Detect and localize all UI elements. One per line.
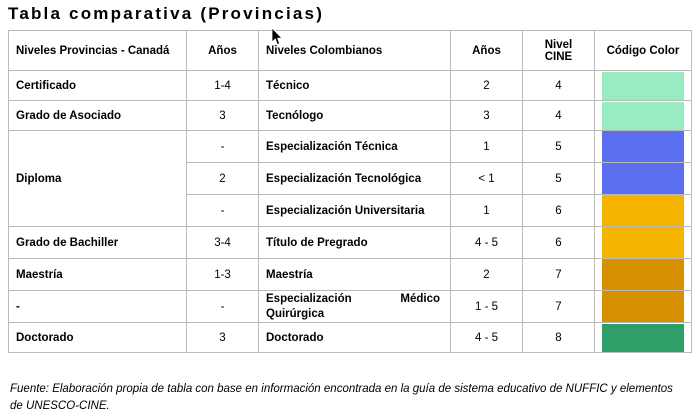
comparison-table [8, 30, 692, 353]
cell-nivel-colombiano: Maestría [259, 259, 451, 291]
cell-anios-colombiano: 2 [451, 71, 523, 101]
cell-nivel-provincia: - [9, 291, 187, 323]
cell-nivel-provincia: Maestría [9, 259, 187, 291]
cell-anios-colombiano: 1 [451, 131, 523, 163]
cell-nivel-provincia: Certificado [9, 71, 187, 101]
column-header-niveles-colombianos: Niveles Colombianos [259, 31, 451, 71]
cell-codigo-color [595, 227, 692, 259]
column-header-anios-provincias: Años [187, 31, 259, 71]
cell-anios-colombiano: 1 [451, 195, 523, 227]
cell-anios-provincia: 2 [187, 163, 259, 195]
cell-anios-provincia: - [187, 131, 259, 163]
cell-codigo-color [595, 71, 692, 101]
color-swatch [602, 102, 684, 130]
cell-nivel-cine: 6 [523, 195, 595, 227]
column-header-anios-colombianos: Años [451, 31, 523, 71]
color-swatch [602, 291, 684, 322]
cell-nivel-cine: 5 [523, 163, 595, 195]
table-row [9, 227, 692, 259]
cell-codigo-color [595, 101, 692, 131]
color-swatch [602, 72, 684, 100]
cell-anios-colombiano: 3 [451, 101, 523, 131]
color-swatch [602, 227, 684, 258]
cell-anios-provincia: 3 [187, 323, 259, 353]
cell-nivel-cine: 6 [523, 227, 595, 259]
column-header-nivel-cine: Nivel CINE [523, 31, 595, 71]
cell-nivel-cine: 4 [523, 101, 595, 131]
cell-codigo-color [595, 291, 692, 323]
cell-codigo-color [595, 195, 692, 227]
table-row [9, 291, 692, 323]
table-row [9, 101, 692, 131]
cell-codigo-color [595, 131, 692, 163]
page-title: Tabla comparativa (Provincias) [8, 4, 325, 23]
cell-anios-provincia: - [187, 291, 259, 323]
table-header-row [9, 31, 692, 71]
cell-anios-colombiano: < 1 [451, 163, 523, 195]
column-header-codigo-color: Código Color [595, 31, 692, 71]
cell-nivel-cine: 5 [523, 131, 595, 163]
cell-codigo-color [595, 259, 692, 291]
cell-nivel-provincia: Doctorado [9, 323, 187, 353]
cell-anios-provincia: 1-4 [187, 71, 259, 101]
cell-anios-colombiano: 4 - 5 [451, 323, 523, 353]
cell-codigo-color [595, 163, 692, 195]
table-header [9, 31, 692, 71]
cell-nivel-colombiano: Especialización Técnica [259, 131, 451, 163]
cell-anios-colombiano: 2 [451, 259, 523, 291]
cell-nivel-colombiano: Doctorado [259, 323, 451, 353]
color-swatch [602, 163, 684, 194]
cell-nivel-cine: 4 [523, 71, 595, 101]
table-row [9, 71, 692, 101]
cell-nivel-cine: 8 [523, 323, 595, 353]
color-swatch [602, 324, 684, 352]
column-header-niveles-provincias: Niveles Provincias - Canadá [9, 31, 187, 71]
cell-nivel-colombiano: Especialización Universitaria [259, 195, 451, 227]
table-row [9, 323, 692, 353]
color-swatch [602, 259, 684, 290]
color-swatch [602, 131, 684, 162]
source-note: Fuente: Elaboración propia de tabla con base en información encontrada en la guía de sistema educativo de NUFFIC y elementos de UNESCO-CINE. [10, 383, 673, 412]
cell-nivel-colombiano: Especialización Médico Quirúrgica [259, 291, 451, 323]
color-swatch [602, 195, 684, 226]
cell-nivel-colombiano: Especialización Tecnológica [259, 163, 451, 195]
cell-nivel-colombiano: Tecnólogo [259, 101, 451, 131]
cell-nivel-provincia: Grado de Bachiller [9, 227, 187, 259]
table-row [9, 259, 692, 291]
cell-nivel-provincia: Grado de Asociado [9, 101, 187, 131]
cell-codigo-color [595, 323, 692, 353]
cell-anios-provincia: 3-4 [187, 227, 259, 259]
cell-nivel-colombiano: Título de Pregrado [259, 227, 451, 259]
cell-anios-provincia: 3 [187, 101, 259, 131]
cell-nivel-provincia-merged: Diploma [9, 131, 187, 227]
cell-anios-colombiano: 4 - 5 [451, 227, 523, 259]
cell-anios-provincia: - [187, 195, 259, 227]
cell-nivel-colombiano: Técnico [259, 71, 451, 101]
cell-nivel-cine: 7 [523, 259, 595, 291]
cell-anios-provincia: 1-3 [187, 259, 259, 291]
table-row [9, 131, 692, 163]
cell-anios-colombiano: 1 - 5 [451, 291, 523, 323]
cell-nivel-cine: 7 [523, 291, 595, 323]
table-body [9, 71, 692, 353]
